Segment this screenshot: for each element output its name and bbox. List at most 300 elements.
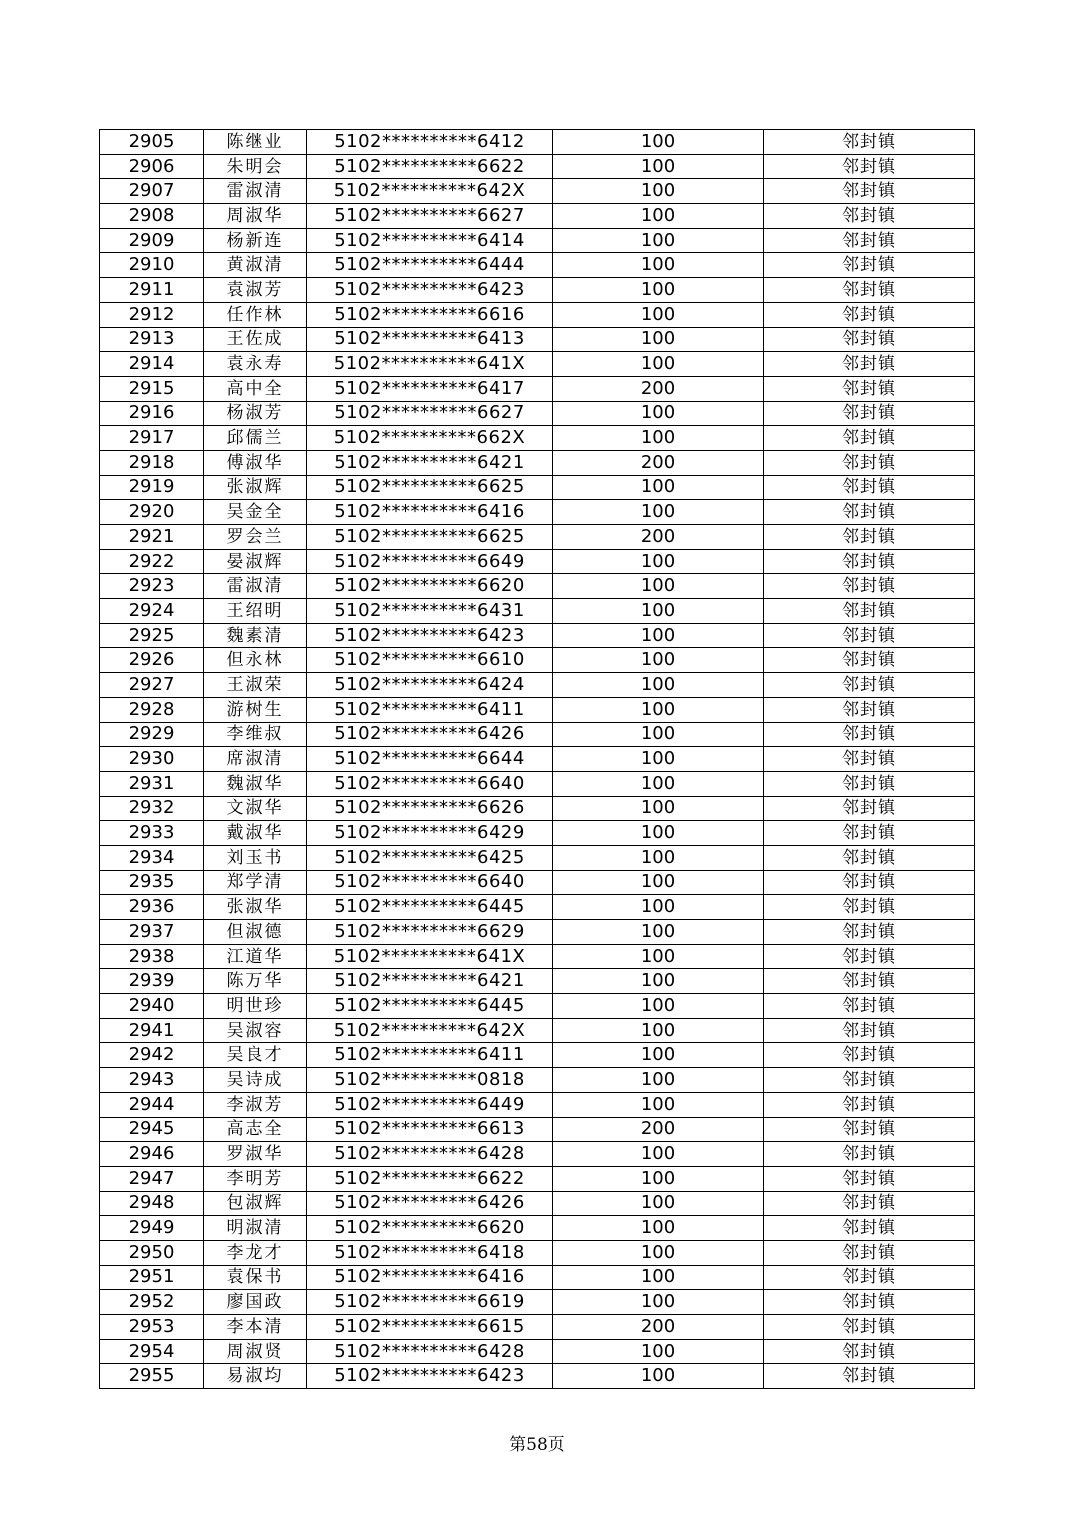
name-cell: 文淑华 — [204, 796, 307, 821]
id-number-cell: 5102**********6615 — [307, 1315, 553, 1340]
row-number-cell: 2946 — [100, 1142, 204, 1167]
table-row — [100, 1191, 975, 1216]
id-number-cell: 5102**********6622 — [307, 154, 553, 179]
name-cell: 任作林 — [204, 302, 307, 327]
row-number-cell: 2918 — [100, 450, 204, 475]
table-row — [100, 1216, 975, 1241]
row-number-cell: 2949 — [100, 1216, 204, 1241]
amount-cell: 100 — [553, 1018, 764, 1043]
row-number-cell: 2924 — [100, 599, 204, 624]
id-number-cell: 5102**********6625 — [307, 475, 553, 500]
amount-cell: 100 — [553, 1142, 764, 1167]
row-number-cell: 2927 — [100, 673, 204, 698]
table-row — [100, 278, 975, 303]
amount-cell: 100 — [553, 574, 764, 599]
amount-cell: 200 — [553, 376, 764, 401]
table-row — [100, 549, 975, 574]
table-row — [100, 1339, 975, 1364]
id-number-cell: 5102**********6416 — [307, 1265, 553, 1290]
town-cell: 邻封镇 — [764, 771, 975, 796]
name-cell: 高中全 — [204, 376, 307, 401]
town-cell: 邻封镇 — [764, 450, 975, 475]
name-cell: 杨淑芳 — [204, 401, 307, 426]
table-row — [100, 1117, 975, 1142]
name-cell: 吴淑容 — [204, 1018, 307, 1043]
table-row — [100, 130, 975, 155]
id-number-cell: 5102**********6431 — [307, 599, 553, 624]
amount-cell: 100 — [553, 747, 764, 772]
name-cell: 雷淑清 — [204, 574, 307, 599]
row-number-cell: 2933 — [100, 821, 204, 846]
row-number-cell: 2915 — [100, 376, 204, 401]
name-cell: 周淑华 — [204, 204, 307, 229]
table-row — [100, 1142, 975, 1167]
id-number-cell: 5102**********6644 — [307, 747, 553, 772]
amount-cell: 100 — [553, 722, 764, 747]
town-cell: 邻封镇 — [764, 944, 975, 969]
amount-cell: 100 — [553, 327, 764, 352]
id-number-cell: 5102**********6649 — [307, 549, 553, 574]
town-cell: 邻封镇 — [764, 1339, 975, 1364]
table-row — [100, 994, 975, 1019]
id-number-cell: 5102**********6627 — [307, 204, 553, 229]
id-number-cell: 5102**********6620 — [307, 574, 553, 599]
table-row — [100, 821, 975, 846]
name-cell: 袁永寿 — [204, 352, 307, 377]
amount-cell: 100 — [553, 401, 764, 426]
row-number-cell: 2936 — [100, 895, 204, 920]
row-number-cell: 2955 — [100, 1364, 204, 1389]
town-cell: 邻封镇 — [764, 278, 975, 303]
table-row — [100, 771, 975, 796]
row-number-cell: 2941 — [100, 1018, 204, 1043]
row-number-cell: 2943 — [100, 1068, 204, 1093]
table-row — [100, 870, 975, 895]
town-cell: 邻封镇 — [764, 623, 975, 648]
town-cell: 邻封镇 — [764, 747, 975, 772]
name-cell: 周淑贤 — [204, 1339, 307, 1364]
id-number-cell: 5102**********6423 — [307, 278, 553, 303]
name-cell: 李龙才 — [204, 1240, 307, 1265]
id-number-cell: 5102**********6640 — [307, 771, 553, 796]
amount-cell: 200 — [553, 450, 764, 475]
town-cell: 邻封镇 — [764, 549, 975, 574]
id-number-cell: 5102**********6640 — [307, 870, 553, 895]
row-number-cell: 2934 — [100, 845, 204, 870]
town-cell: 邻封镇 — [764, 130, 975, 155]
table-row — [100, 204, 975, 229]
row-number-cell: 2905 — [100, 130, 204, 155]
town-cell: 邻封镇 — [764, 154, 975, 179]
name-cell: 廖国政 — [204, 1290, 307, 1315]
amount-cell: 100 — [553, 179, 764, 204]
amount-cell: 100 — [553, 697, 764, 722]
amount-cell: 200 — [553, 1315, 764, 1340]
name-cell: 袁保书 — [204, 1265, 307, 1290]
town-cell: 邻封镇 — [764, 228, 975, 253]
amount-cell: 100 — [553, 352, 764, 377]
town-cell: 邻封镇 — [764, 1092, 975, 1117]
row-number-cell: 2947 — [100, 1166, 204, 1191]
amount-cell: 100 — [553, 1068, 764, 1093]
amount-cell: 100 — [553, 1043, 764, 1068]
table-row — [100, 1364, 975, 1389]
row-number-cell: 2921 — [100, 525, 204, 550]
name-cell: 魏淑华 — [204, 771, 307, 796]
id-number-cell: 5102**********6619 — [307, 1290, 553, 1315]
id-number-cell: 5102**********6626 — [307, 796, 553, 821]
row-number-cell: 2911 — [100, 278, 204, 303]
name-cell: 李本清 — [204, 1315, 307, 1340]
town-cell: 邻封镇 — [764, 673, 975, 698]
row-number-cell: 2926 — [100, 648, 204, 673]
name-cell: 但淑德 — [204, 920, 307, 945]
id-number-cell: 5102**********6425 — [307, 845, 553, 870]
amount-cell: 100 — [553, 1240, 764, 1265]
name-cell: 朱明会 — [204, 154, 307, 179]
name-cell: 魏素清 — [204, 623, 307, 648]
name-cell: 雷淑清 — [204, 179, 307, 204]
name-cell: 袁淑芳 — [204, 278, 307, 303]
town-cell: 邻封镇 — [764, 1240, 975, 1265]
town-cell: 邻封镇 — [764, 920, 975, 945]
amount-cell: 100 — [553, 253, 764, 278]
table-row — [100, 648, 975, 673]
name-cell: 郑学清 — [204, 870, 307, 895]
name-cell: 黄淑清 — [204, 253, 307, 278]
id-number-cell: 5102**********6622 — [307, 1166, 553, 1191]
row-number-cell: 2939 — [100, 969, 204, 994]
name-cell: 傅淑华 — [204, 450, 307, 475]
amount-cell: 100 — [553, 648, 764, 673]
table-row — [100, 253, 975, 278]
id-number-cell: 5102**********641X — [307, 944, 553, 969]
name-cell: 李明芳 — [204, 1166, 307, 1191]
amount-cell: 100 — [553, 1092, 764, 1117]
town-cell: 邻封镇 — [764, 376, 975, 401]
id-number-cell: 5102**********6414 — [307, 228, 553, 253]
name-cell: 邱儒兰 — [204, 426, 307, 451]
amount-cell: 100 — [553, 549, 764, 574]
id-number-cell: 5102**********6629 — [307, 920, 553, 945]
town-cell: 邻封镇 — [764, 500, 975, 525]
amount-cell: 100 — [553, 228, 764, 253]
town-cell: 邻封镇 — [764, 1315, 975, 1340]
row-number-cell: 2923 — [100, 574, 204, 599]
id-number-cell: 5102**********6423 — [307, 623, 553, 648]
row-number-cell: 2928 — [100, 697, 204, 722]
table-row — [100, 1240, 975, 1265]
name-cell: 陈万华 — [204, 969, 307, 994]
name-cell: 罗淑华 — [204, 1142, 307, 1167]
name-cell: 席淑清 — [204, 747, 307, 772]
name-cell: 明世珍 — [204, 994, 307, 1019]
town-cell: 邻封镇 — [764, 1068, 975, 1093]
town-cell: 邻封镇 — [764, 1142, 975, 1167]
id-number-cell: 5102**********6413 — [307, 327, 553, 352]
amount-cell: 100 — [553, 1216, 764, 1241]
row-number-cell: 2950 — [100, 1240, 204, 1265]
table-row — [100, 796, 975, 821]
table-row — [100, 747, 975, 772]
id-number-cell: 5102**********6613 — [307, 1117, 553, 1142]
table-row — [100, 599, 975, 624]
id-number-cell: 5102**********6426 — [307, 722, 553, 747]
id-number-cell: 5102**********6424 — [307, 673, 553, 698]
row-number-cell: 2909 — [100, 228, 204, 253]
town-cell: 邻封镇 — [764, 895, 975, 920]
id-number-cell: 5102**********6411 — [307, 1043, 553, 1068]
name-cell: 陈继业 — [204, 130, 307, 155]
amount-cell: 100 — [553, 154, 764, 179]
amount-cell: 100 — [553, 920, 764, 945]
id-number-cell: 5102**********6449 — [307, 1092, 553, 1117]
name-cell: 张淑辉 — [204, 475, 307, 500]
id-number-cell: 5102**********6625 — [307, 525, 553, 550]
table-row — [100, 475, 975, 500]
town-cell: 邻封镇 — [764, 426, 975, 451]
id-number-cell: 5102**********6610 — [307, 648, 553, 673]
row-number-cell: 2906 — [100, 154, 204, 179]
amount-cell: 100 — [553, 969, 764, 994]
id-number-cell: 5102**********6428 — [307, 1339, 553, 1364]
row-number-cell: 2922 — [100, 549, 204, 574]
town-cell: 邻封镇 — [764, 1191, 975, 1216]
name-cell: 王淑荣 — [204, 673, 307, 698]
amount-cell: 200 — [553, 525, 764, 550]
amount-cell: 100 — [553, 673, 764, 698]
amount-cell: 100 — [553, 1364, 764, 1389]
row-number-cell: 2951 — [100, 1265, 204, 1290]
town-cell: 邻封镇 — [764, 1018, 975, 1043]
id-number-cell: 5102**********6444 — [307, 253, 553, 278]
name-cell: 但永林 — [204, 648, 307, 673]
table-row — [100, 1092, 975, 1117]
town-cell: 邻封镇 — [764, 1166, 975, 1191]
table-row — [100, 697, 975, 722]
table-row — [100, 1043, 975, 1068]
amount-cell: 100 — [553, 623, 764, 648]
row-number-cell: 2931 — [100, 771, 204, 796]
amount-cell: 200 — [553, 1117, 764, 1142]
amount-cell: 100 — [553, 204, 764, 229]
name-cell: 杨新连 — [204, 228, 307, 253]
town-cell: 邻封镇 — [764, 1117, 975, 1142]
name-cell: 刘玉书 — [204, 845, 307, 870]
name-cell: 明淑清 — [204, 1216, 307, 1241]
table-row — [100, 376, 975, 401]
table-body — [100, 130, 975, 1389]
name-cell: 吴金全 — [204, 500, 307, 525]
id-number-cell: 5102**********6411 — [307, 697, 553, 722]
amount-cell: 100 — [553, 821, 764, 846]
table-row — [100, 401, 975, 426]
table-row — [100, 574, 975, 599]
table-row — [100, 302, 975, 327]
table-row — [100, 1166, 975, 1191]
row-number-cell: 2920 — [100, 500, 204, 525]
town-cell: 邻封镇 — [764, 870, 975, 895]
id-number-cell: 5102**********662X — [307, 426, 553, 451]
town-cell: 邻封镇 — [764, 969, 975, 994]
id-number-cell: 5102**********6421 — [307, 450, 553, 475]
town-cell: 邻封镇 — [764, 1265, 975, 1290]
name-cell: 吴良才 — [204, 1043, 307, 1068]
row-number-cell: 2932 — [100, 796, 204, 821]
town-cell: 邻封镇 — [764, 1216, 975, 1241]
table-row — [100, 1265, 975, 1290]
row-number-cell: 2916 — [100, 401, 204, 426]
table-row — [100, 525, 975, 550]
id-number-cell: 5102**********0818 — [307, 1068, 553, 1093]
id-number-cell: 5102**********6620 — [307, 1216, 553, 1241]
table-row — [100, 179, 975, 204]
row-number-cell: 2944 — [100, 1092, 204, 1117]
row-number-cell: 2912 — [100, 302, 204, 327]
table-row — [100, 352, 975, 377]
row-number-cell: 2908 — [100, 204, 204, 229]
amount-cell: 100 — [553, 426, 764, 451]
amount-cell: 100 — [553, 1265, 764, 1290]
row-number-cell: 2954 — [100, 1339, 204, 1364]
table-row — [100, 327, 975, 352]
town-cell: 邻封镇 — [764, 204, 975, 229]
name-cell: 游树生 — [204, 697, 307, 722]
name-cell: 王绍明 — [204, 599, 307, 624]
amount-cell: 100 — [553, 796, 764, 821]
table-row — [100, 426, 975, 451]
town-cell: 邻封镇 — [764, 845, 975, 870]
name-cell: 王佐成 — [204, 327, 307, 352]
row-number-cell: 2910 — [100, 253, 204, 278]
table-row — [100, 722, 975, 747]
name-cell: 易淑均 — [204, 1364, 307, 1389]
row-number-cell: 2935 — [100, 870, 204, 895]
amount-cell: 100 — [553, 599, 764, 624]
amount-cell: 100 — [553, 895, 764, 920]
amount-cell: 100 — [553, 771, 764, 796]
town-cell: 邻封镇 — [764, 574, 975, 599]
table-row — [100, 845, 975, 870]
row-number-cell: 2914 — [100, 352, 204, 377]
row-number-cell: 2937 — [100, 920, 204, 945]
recipient-table — [99, 129, 975, 1389]
town-cell: 邻封镇 — [764, 475, 975, 500]
town-cell: 邻封镇 — [764, 179, 975, 204]
town-cell: 邻封镇 — [764, 327, 975, 352]
row-number-cell: 2953 — [100, 1315, 204, 1340]
table-row — [100, 450, 975, 475]
id-number-cell: 5102**********6412 — [307, 130, 553, 155]
name-cell: 李维叔 — [204, 722, 307, 747]
table-row — [100, 673, 975, 698]
name-cell: 戴淑华 — [204, 821, 307, 846]
town-cell: 邻封镇 — [764, 525, 975, 550]
name-cell: 吴诗成 — [204, 1068, 307, 1093]
row-number-cell: 2948 — [100, 1191, 204, 1216]
amount-cell: 100 — [553, 130, 764, 155]
table-row — [100, 228, 975, 253]
table-row — [100, 920, 975, 945]
id-number-cell: 5102**********6616 — [307, 302, 553, 327]
id-number-cell: 5102**********6445 — [307, 994, 553, 1019]
town-cell: 邻封镇 — [764, 599, 975, 624]
amount-cell: 100 — [553, 870, 764, 895]
name-cell: 张淑华 — [204, 895, 307, 920]
amount-cell: 100 — [553, 994, 764, 1019]
id-number-cell: 5102**********6445 — [307, 895, 553, 920]
name-cell: 江道华 — [204, 944, 307, 969]
name-cell: 晏淑辉 — [204, 549, 307, 574]
row-number-cell: 2919 — [100, 475, 204, 500]
row-number-cell: 2907 — [100, 179, 204, 204]
table-row — [100, 154, 975, 179]
town-cell: 邻封镇 — [764, 1364, 975, 1389]
id-number-cell: 5102**********642X — [307, 1018, 553, 1043]
name-cell: 高志全 — [204, 1117, 307, 1142]
town-cell: 邻封镇 — [764, 302, 975, 327]
town-cell: 邻封镇 — [764, 1290, 975, 1315]
table-row — [100, 1018, 975, 1043]
name-cell: 罗会兰 — [204, 525, 307, 550]
town-cell: 邻封镇 — [764, 401, 975, 426]
row-number-cell: 2942 — [100, 1043, 204, 1068]
table-row — [100, 500, 975, 525]
name-cell: 包淑辉 — [204, 1191, 307, 1216]
id-number-cell: 5102**********641X — [307, 352, 553, 377]
id-number-cell: 5102**********6627 — [307, 401, 553, 426]
id-number-cell: 5102**********6428 — [307, 1142, 553, 1167]
town-cell: 邻封镇 — [764, 352, 975, 377]
row-number-cell: 2925 — [100, 623, 204, 648]
town-cell: 邻封镇 — [764, 994, 975, 1019]
id-number-cell: 5102**********6416 — [307, 500, 553, 525]
row-number-cell: 2929 — [100, 722, 204, 747]
page-number: 第58页 — [509, 1435, 565, 1455]
name-cell: 李淑芳 — [204, 1092, 307, 1117]
amount-cell: 100 — [553, 1166, 764, 1191]
amount-cell: 100 — [553, 500, 764, 525]
id-number-cell: 5102**********642X — [307, 179, 553, 204]
table-row — [100, 895, 975, 920]
id-number-cell: 5102**********6423 — [307, 1364, 553, 1389]
amount-cell: 100 — [553, 944, 764, 969]
amount-cell: 100 — [553, 1191, 764, 1216]
row-number-cell: 2952 — [100, 1290, 204, 1315]
row-number-cell: 2917 — [100, 426, 204, 451]
table-row — [100, 1315, 975, 1340]
town-cell: 邻封镇 — [764, 648, 975, 673]
amount-cell: 100 — [553, 278, 764, 303]
id-number-cell: 5102**********6429 — [307, 821, 553, 846]
row-number-cell: 2945 — [100, 1117, 204, 1142]
town-cell: 邻封镇 — [764, 722, 975, 747]
town-cell: 邻封镇 — [764, 796, 975, 821]
amount-cell: 100 — [553, 1290, 764, 1315]
row-number-cell: 2938 — [100, 944, 204, 969]
amount-cell: 100 — [553, 302, 764, 327]
id-number-cell: 5102**********6418 — [307, 1240, 553, 1265]
town-cell: 邻封镇 — [764, 697, 975, 722]
table-row — [100, 1068, 975, 1093]
row-number-cell: 2930 — [100, 747, 204, 772]
id-number-cell: 5102**********6426 — [307, 1191, 553, 1216]
amount-cell: 100 — [553, 475, 764, 500]
table-row — [100, 944, 975, 969]
town-cell: 邻封镇 — [764, 1043, 975, 1068]
town-cell: 邻封镇 — [764, 821, 975, 846]
id-number-cell: 5102**********6421 — [307, 969, 553, 994]
